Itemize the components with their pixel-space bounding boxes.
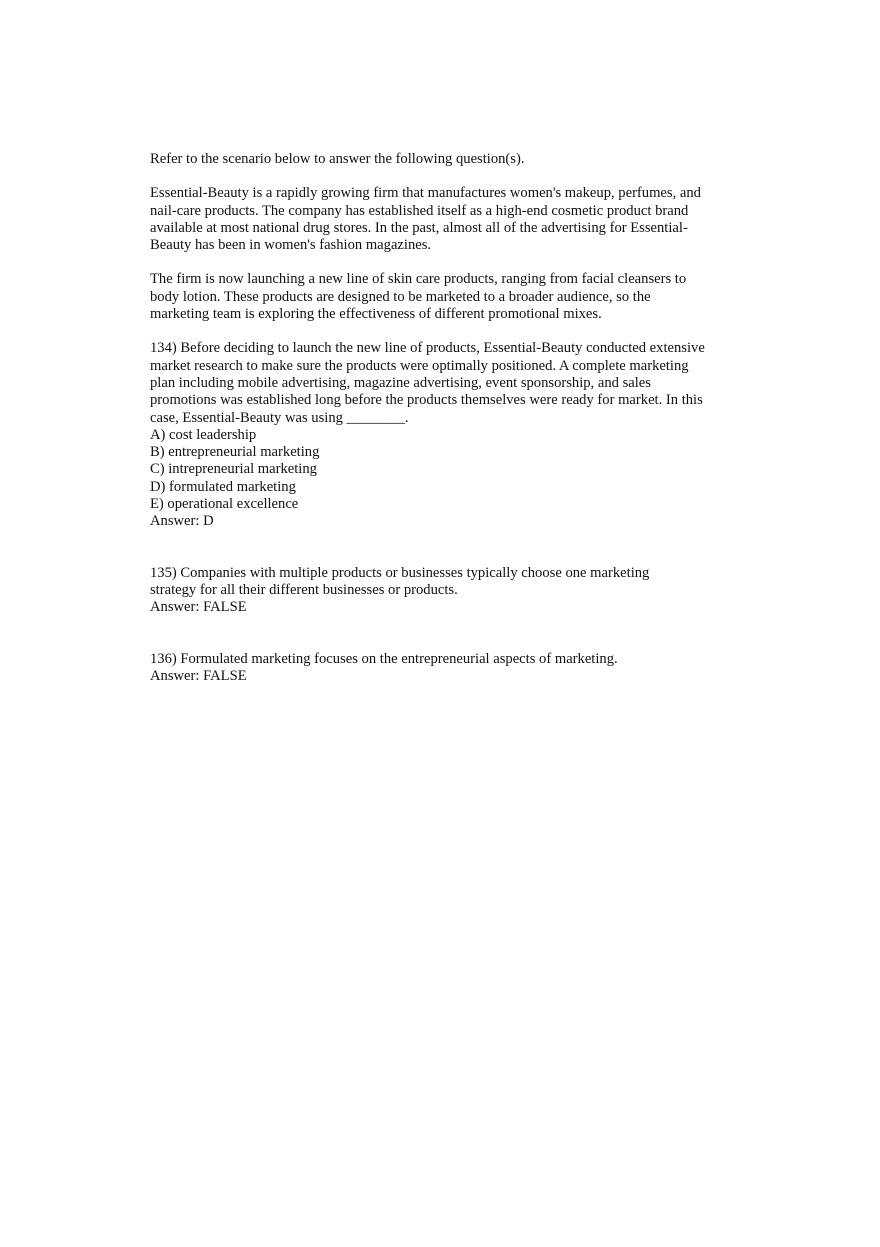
question-136 <box>150 651 730 686</box>
text-line: marketing team is exploring the effectiveness of different promotional mixes. <box>150 306 602 323</box>
answer-option-b: B) entrepreneurial marketing <box>150 444 320 461</box>
text-line: nail-care products. The company has established itself as a high-end cosmetic product brand <box>150 202 689 219</box>
text-line: Essential-Beauty is a rapidly growing firm that manufactures women's makeup, perfumes, and <box>150 185 701 202</box>
spacer <box>150 531 730 565</box>
question-text-line: case, Essential-Beauty was using ________. <box>150 409 409 426</box>
question-text-line: 136) Formulated marketing focuses on the entrepreneurial aspects of marketing. <box>150 650 618 667</box>
text-line: Beauty has been in women's fashion magazines. <box>150 237 432 254</box>
text-line: available at most national drug stores. In the past, almost all of the advertising for Essential- <box>150 219 688 236</box>
answer-option-c: C) intrepreneurial marketing <box>150 461 317 478</box>
text-line: body lotion. These products are designed to be marketed to a broader audience, so the <box>150 288 651 305</box>
question-text-line: strategy for all their different businesses or products. <box>150 581 458 598</box>
intro-instruction: Refer to the scenario below to answer the following question(s). <box>150 151 525 167</box>
text-line: The firm is now launching a new line of skin care products, ranging from facial cleansers to <box>150 271 687 288</box>
question-135 <box>150 565 730 617</box>
answer-option-e: E) operational excellence <box>150 496 299 513</box>
question-text-line: promotions was established long before the products themselves were ready for market. In this <box>150 392 703 409</box>
document-content <box>150 151 730 685</box>
question-text-line: 134) Before deciding to launch the new line of products, Essential-Beauty conducted extensive <box>150 340 705 357</box>
answer-key: Answer: FALSE <box>150 667 247 684</box>
scenario-paragraph-2 <box>150 271 730 323</box>
question-134 <box>150 340 730 530</box>
spacer <box>150 617 730 651</box>
question-text-line: 135) Companies with multiple products or businesses typically choose one marketing <box>150 564 650 581</box>
answer-option-a: A) cost leadership <box>150 426 257 443</box>
answer-option-d: D) formulated marketing <box>150 478 296 495</box>
question-text-line: market research to make sure the products were optimally positioned. A complete marketing <box>150 357 689 374</box>
scenario-paragraph-1 <box>150 185 730 254</box>
answer-key: Answer: D <box>150 513 214 530</box>
question-text-line: plan including mobile advertising, magazine advertising, event sponsorship, and sales <box>150 374 651 391</box>
answer-key: Answer: FALSE <box>150 599 247 616</box>
